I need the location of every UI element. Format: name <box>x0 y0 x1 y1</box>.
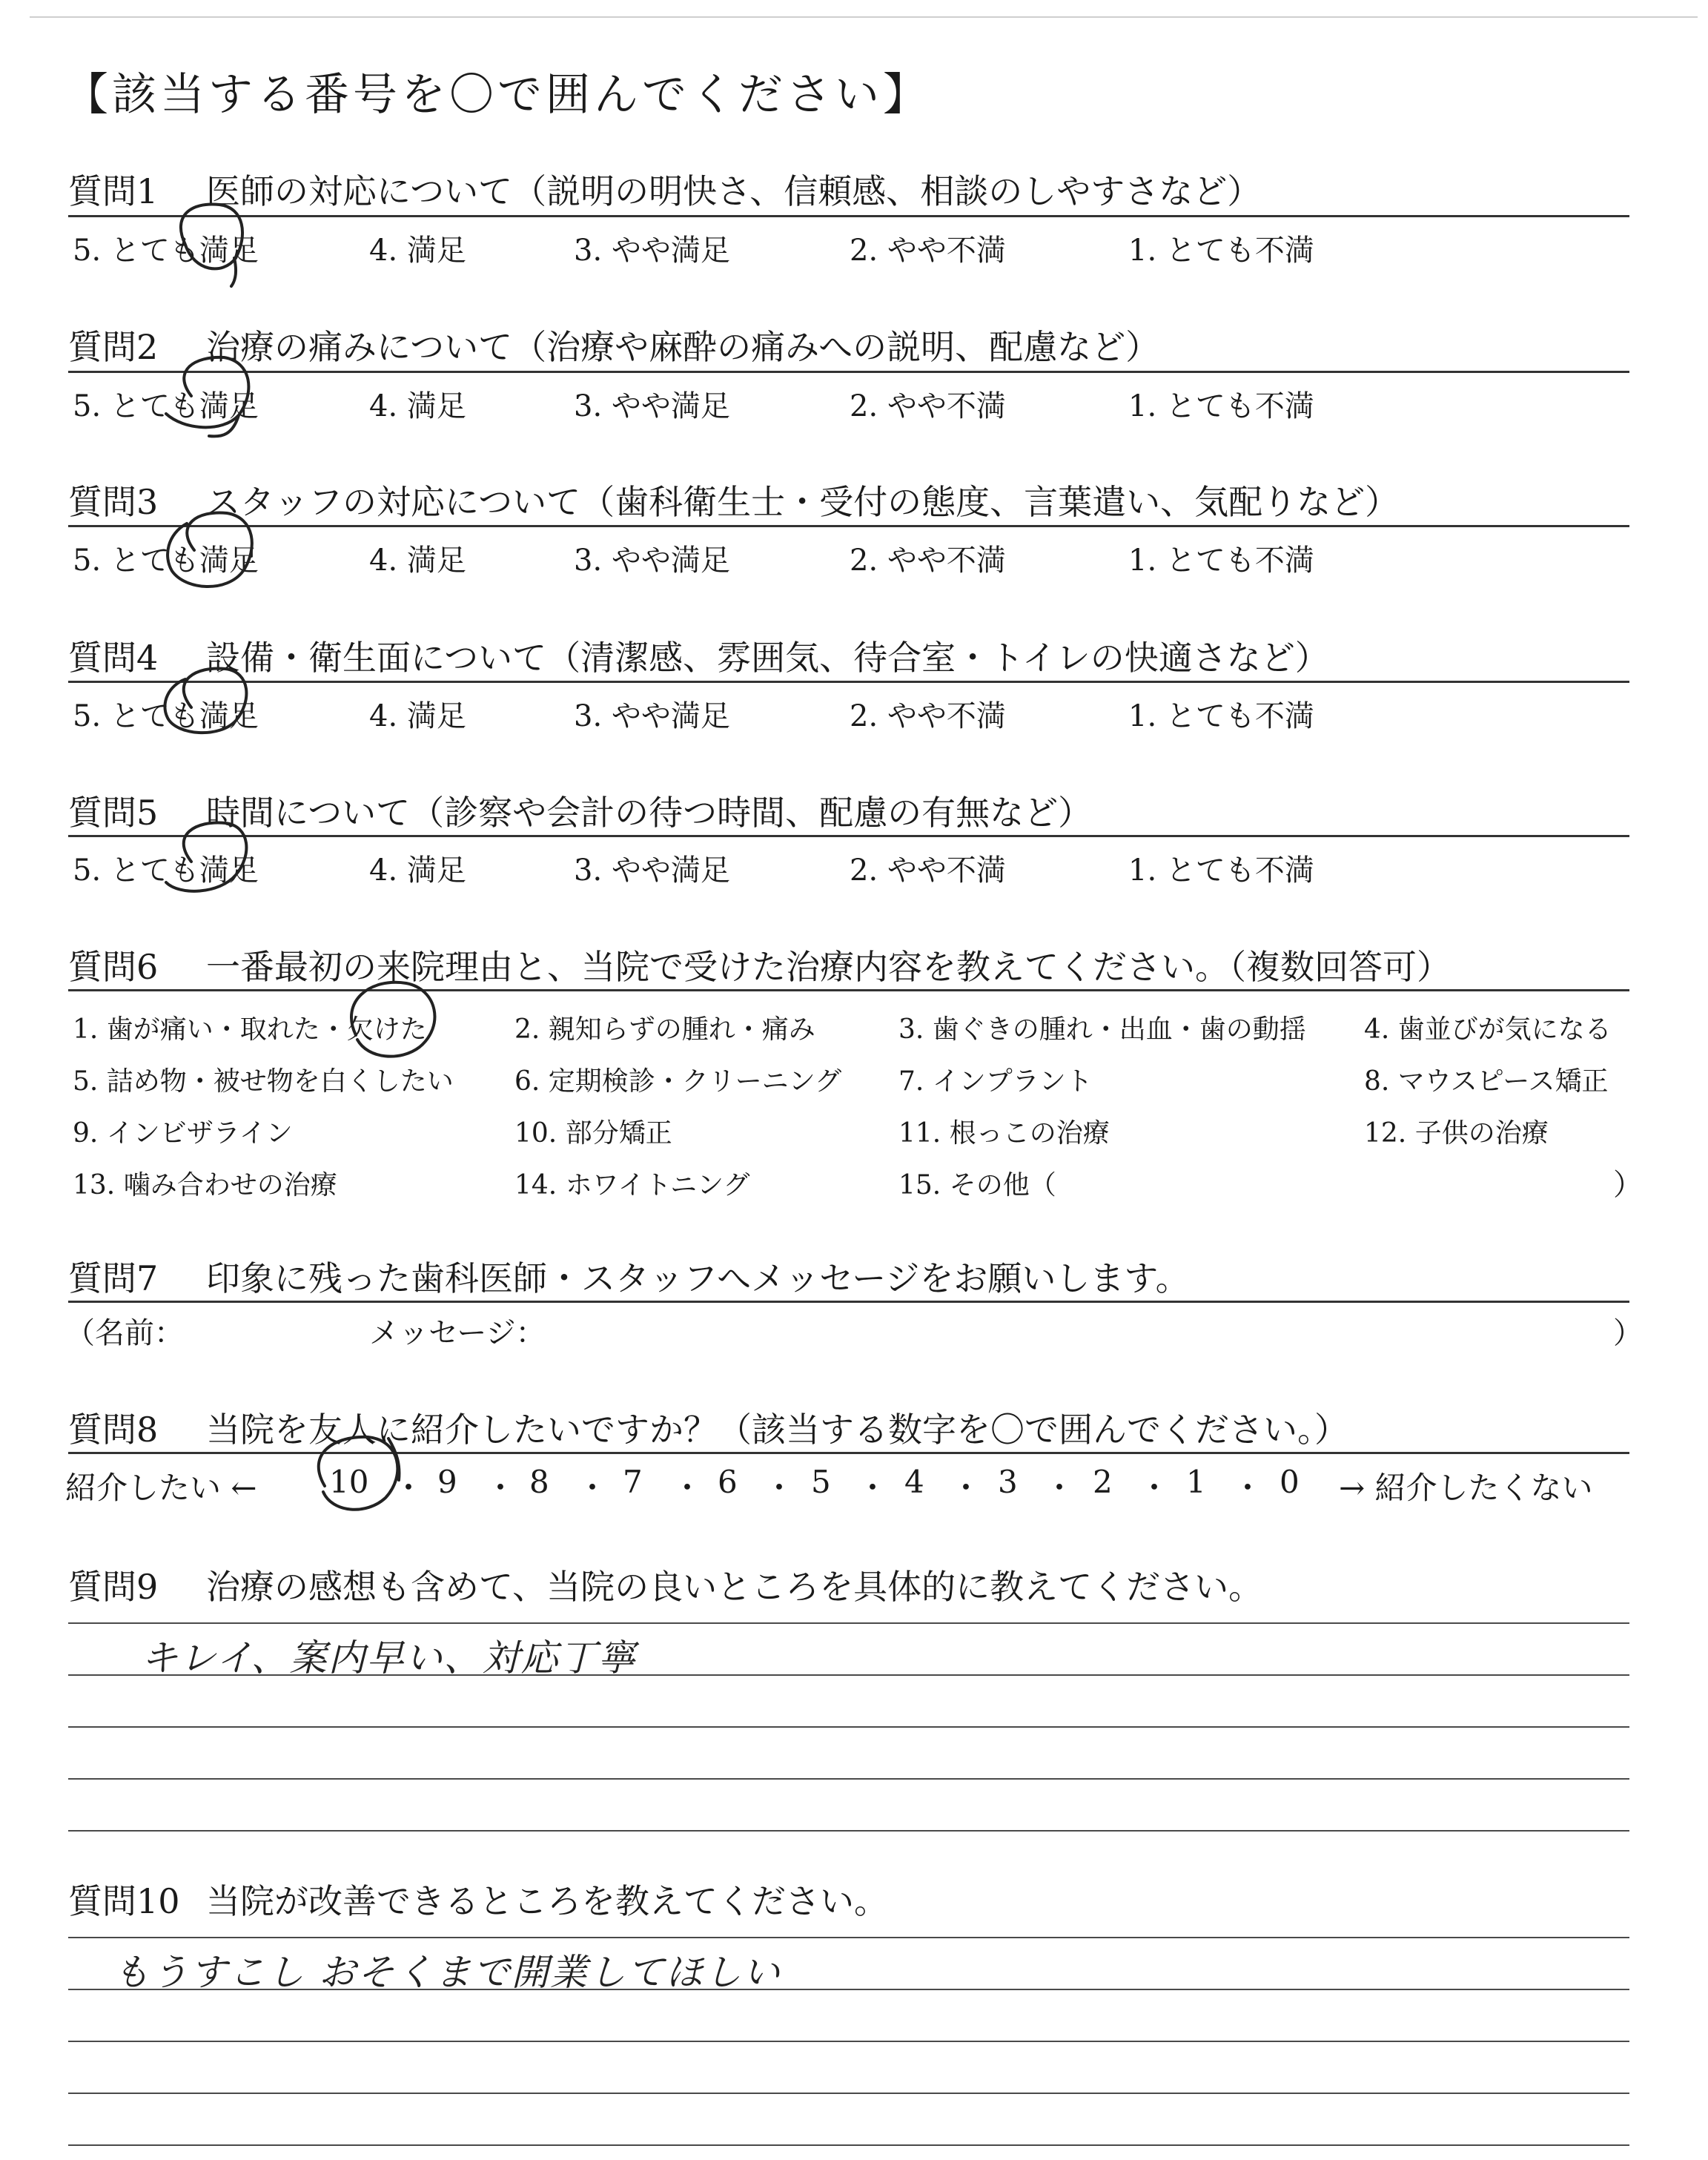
q6-option-2[interactable]: 2. 親知らずの腫れ・痛み <box>514 1014 815 1045</box>
question-6-title <box>68 940 1451 989</box>
q4-option-1[interactable]: 1. とても不満 <box>1128 699 1314 733</box>
q10-answer-line-3 <box>68 2041 1629 2042</box>
q6-option-7[interactable]: 7. インプラント <box>898 1066 1093 1097</box>
q8-scale-6[interactable]: 6 <box>718 1464 738 1500</box>
q10-answer-line-1 <box>68 1937 1629 1938</box>
q10-answer-line-4 <box>68 2093 1629 2094</box>
q5-option-5[interactable]: 5. とても満足 <box>73 853 259 888</box>
q5-option-3[interactable]: 3. やや満足 <box>574 853 730 888</box>
q1-option-2[interactable]: 2. やや不満 <box>850 234 1006 268</box>
q8-scale-2[interactable]: 2 <box>1093 1464 1113 1500</box>
question-3-text: スタッフの対応について（歯科衛生士・受付の態度、言葉遣い、気配りなど） <box>206 482 1400 522</box>
question-4-text: 設備・衛生面について（清潔感、雰囲気、待合室・トイレの快適さなど） <box>206 638 1329 678</box>
question-4-title <box>68 631 1329 680</box>
q8-sep: ・ <box>1232 1470 1264 1506</box>
q6-option-12[interactable]: 12. 子供の治療 <box>1364 1118 1549 1149</box>
q10-answer-line-5 <box>68 2144 1629 2146</box>
q6-option-13[interactable]: 13. 噛み合わせの治療 <box>73 1170 337 1200</box>
q8-scale-5[interactable]: 5 <box>811 1464 831 1500</box>
question-7-title <box>68 1252 1190 1301</box>
question-1-title <box>68 165 1261 214</box>
question-9-title <box>68 1560 1262 1609</box>
question-3-number: 質問3 <box>68 482 159 522</box>
q8-sep: ・ <box>393 1470 425 1506</box>
question-5-number: 質問5 <box>68 793 159 833</box>
question-3-rule <box>68 525 1629 527</box>
question-2-number: 質問2 <box>68 327 159 367</box>
q2-option-3[interactable]: 3. やや満足 <box>574 389 730 423</box>
question-10-title <box>68 1875 888 1923</box>
q4-option-5[interactable]: 5. とても満足 <box>73 699 259 733</box>
q9-answer-line-5 <box>68 1830 1629 1832</box>
question-8-number: 質問8 <box>68 1410 159 1450</box>
question-5-title <box>68 786 1092 835</box>
question-4-rule <box>68 681 1629 683</box>
q2-option-1[interactable]: 1. とても不満 <box>1128 389 1314 423</box>
q8-sep: ・ <box>485 1470 517 1506</box>
q4-option-2[interactable]: 2. やや不満 <box>850 699 1006 733</box>
q6-option-15[interactable]: 15. その他（ <box>898 1170 1056 1200</box>
question-8-text: 当院を友人に紹介したいですか？（該当する数字を〇で囲んでください。） <box>206 1410 1348 1450</box>
q7-close-paren: ） <box>1613 1316 1643 1350</box>
q8-scale-3[interactable]: 3 <box>998 1464 1018 1500</box>
question-7-rule <box>68 1301 1629 1303</box>
question-5-text: 時間について（診察や会計の待つ時間、配慮の有無など） <box>206 793 1093 833</box>
question-7-text: 印象に残った歯科医師・スタッフへメッセージをお願いします。 <box>206 1258 1190 1298</box>
q9-answer-line-1 <box>68 1622 1629 1624</box>
q6-option-9[interactable]: 9. インビザライン <box>73 1118 293 1149</box>
q6-option-1[interactable]: 1. 歯が痛い・取れた・欠けた <box>73 1014 427 1045</box>
q1-option-3[interactable]: 3. やや満足 <box>574 234 730 268</box>
q8-sep: ・ <box>950 1470 982 1506</box>
question-6-rule <box>68 989 1629 991</box>
question-4-number: 質問4 <box>68 638 159 678</box>
q10-handwritten-answer: もうすこし おそくまで開業してほしい <box>113 1951 781 1994</box>
q5-option-4[interactable]: 4. 満足 <box>369 853 466 888</box>
question-10-text: 当院が改善できるところを教えてください。 <box>206 1881 888 1921</box>
question-10-number: 質問10 <box>68 1881 180 1921</box>
q5-option-2[interactable]: 2. やや不満 <box>850 853 1006 888</box>
q8-sep: ・ <box>764 1470 795 1506</box>
q2-option-2[interactable]: 2. やや不満 <box>850 389 1006 423</box>
q8-left-label: 紹介したい ← <box>65 1470 257 1506</box>
q6-option-8[interactable]: 8. マウスピース矯正 <box>1364 1066 1609 1097</box>
question-1-text: 医師の対応について（説明の明快さ、信頼感、相談のしやすさなど） <box>206 171 1262 211</box>
q8-scale-10[interactable]: 10 <box>329 1464 369 1500</box>
question-6-text: 一番最初の来院理由と、当院で受けた治療内容を教えてください。（複数回答可） <box>206 947 1451 987</box>
question-5-rule <box>68 835 1629 837</box>
q2-option-4[interactable]: 4. 満足 <box>369 389 466 423</box>
q9-answer-line-3 <box>68 1726 1629 1728</box>
q8-scale-4[interactable]: 4 <box>904 1464 924 1500</box>
question-9-text: 治療の感想も含めて、当院の良いところを具体的に教えてください。 <box>206 1567 1263 1607</box>
q6-option-4[interactable]: 4. 歯並びが気になる <box>1364 1014 1612 1045</box>
q8-sep: ・ <box>672 1470 704 1506</box>
q6-option-10[interactable]: 10. 部分矯正 <box>514 1118 672 1149</box>
q8-scale-8[interactable]: 8 <box>529 1464 549 1500</box>
q7-message-label: メッセージ： <box>369 1316 546 1350</box>
q1-option-1[interactable]: 1. とても不満 <box>1128 234 1314 268</box>
question-2-rule <box>68 371 1629 373</box>
q1-option-4[interactable]: 4. 満足 <box>369 234 466 268</box>
q9-handwritten-answer: キレイ、案内早い、対応丁寧 <box>141 1636 637 1680</box>
question-8-title <box>68 1403 1348 1452</box>
question-6-number: 質問6 <box>68 947 159 987</box>
q8-sep: ・ <box>1044 1470 1076 1506</box>
q4-option-3[interactable]: 3. やや満足 <box>574 699 730 733</box>
q9-answer-line-4 <box>68 1778 1629 1780</box>
q6-option-3[interactable]: 3. 歯ぐきの腫れ・出血・歯の動揺 <box>898 1014 1306 1045</box>
q8-right-label: → 紹介したくない <box>1339 1470 1593 1506</box>
q6-option-5[interactable]: 5. 詰め物・被せ物を白くしたい <box>73 1066 454 1097</box>
q6-other-close-paren: ） <box>1613 1168 1643 1202</box>
q6-option-6[interactable]: 6. 定期検診・クリーニング <box>514 1066 842 1097</box>
q2-option-5[interactable]: 5. とても満足 <box>73 389 259 423</box>
question-2-title <box>68 320 1159 369</box>
question-1-rule <box>68 215 1629 217</box>
q7-name-label: （名前： <box>65 1316 184 1350</box>
q8-sep: ・ <box>1139 1470 1171 1506</box>
q6-option-11[interactable]: 11. 根っこの治療 <box>898 1118 1110 1149</box>
question-8-rule <box>68 1452 1629 1454</box>
q5-option-1[interactable]: 1. とても不満 <box>1128 853 1314 888</box>
q3-option-4[interactable]: 4. 満足 <box>369 544 466 578</box>
form-title: 【該当する番号を〇で囲んでください】 <box>64 69 931 121</box>
question-7-number: 質問7 <box>68 1258 159 1298</box>
q3-option-1[interactable]: 1. とても不満 <box>1128 544 1314 578</box>
q8-scale-1[interactable]: 1 <box>1186 1464 1206 1500</box>
question-2-text: 治療の痛みについて（治療や麻酔の痛みへの説明、配慮など） <box>206 327 1160 367</box>
question-1-number: 質問1 <box>68 171 159 211</box>
q4-option-4[interactable]: 4. 満足 <box>369 699 466 733</box>
q8-sep: ・ <box>857 1470 889 1506</box>
q3-option-2[interactable]: 2. やや不満 <box>850 544 1006 578</box>
question-3-title <box>68 475 1399 524</box>
q8-scale-0[interactable]: 0 <box>1280 1464 1300 1500</box>
q3-option-3[interactable]: 3. やや満足 <box>574 544 730 578</box>
q8-sep: ・ <box>577 1470 609 1506</box>
q1-option-5[interactable]: 5. とても満足 <box>73 234 259 268</box>
scan-top-edge <box>30 16 1698 18</box>
q6-option-14[interactable]: 14. ホワイトニング <box>514 1170 750 1200</box>
q3-option-5[interactable]: 5. とても満足 <box>73 544 259 578</box>
question-9-number: 質問9 <box>68 1567 159 1607</box>
q8-scale-9[interactable]: 9 <box>437 1464 457 1500</box>
q8-scale-7[interactable]: 7 <box>623 1464 643 1500</box>
